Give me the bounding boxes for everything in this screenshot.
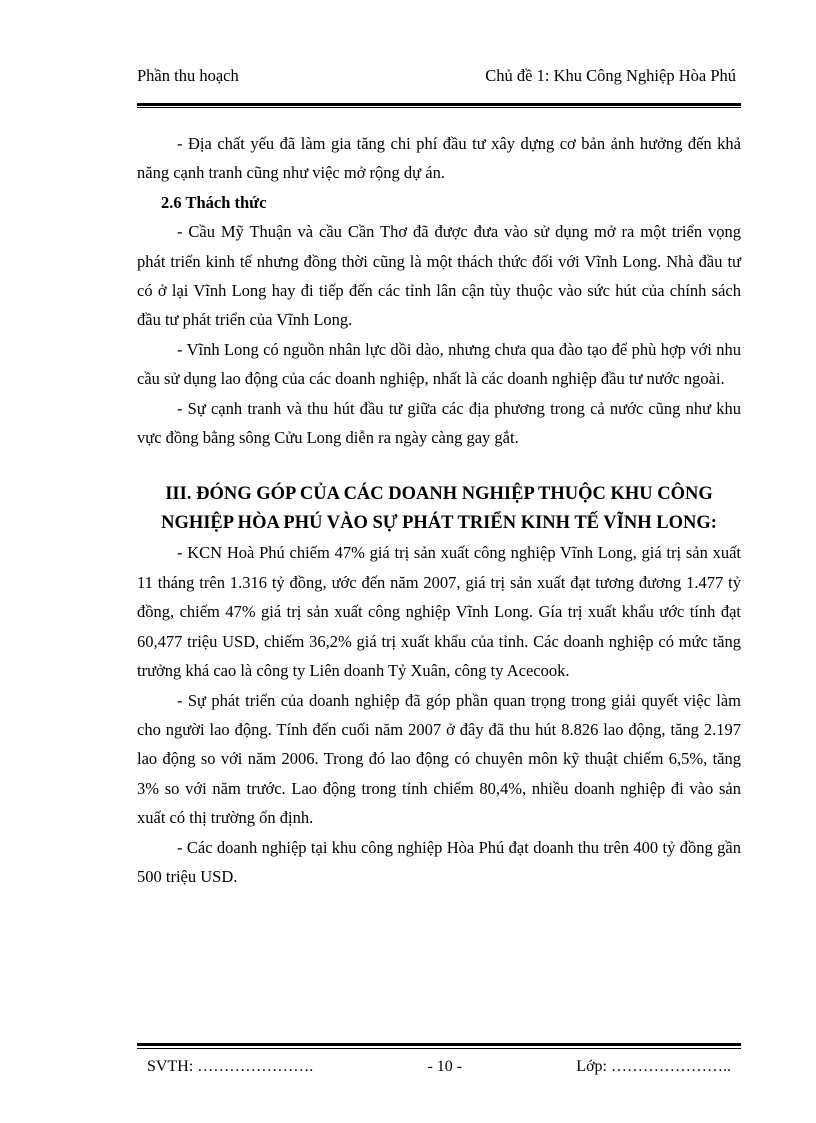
- paragraph: - Sự cạnh tranh và thu hút đầu tư giữa các địa phương trong cả nước cũng như khu vực đồng bằng sông Cửu Long diễn ra ngày càng gay gắt.: [137, 398, 741, 448]
- subheading: 2.6 Thách thức: [161, 192, 267, 212]
- header-rule-thin: [137, 107, 741, 108]
- paragraph: - Địa chất yếu đã làm gia tăng chi phí đầu tư xây dựng cơ bản ảnh hưởng đến khả năng cạnh tranh cũng như việc mở rộng dự án.: [137, 134, 741, 183]
- footer-student: SVTH: ………………….: [147, 1058, 314, 1075]
- page-header: [137, 66, 736, 86]
- footer-rule: [137, 1043, 741, 1046]
- paragraph: - Sự phát triển của doanh nghiệp đã góp phần quan trọng trong giải quyết việc làm cho người lao động. Tính đến cuối năm 2007 ở đây đã thu hút 8.826 lao động, tăng 2.197 lao động so với năm 2006. Trong đó lao động có chuyên môn kỹ thuật chiếm 6,5%, tăng 3% so với năm trước. Lao động trong tỉnh chiếm 80,4%, nhiều doanh nghiệp đi vào sản xuất có thị trường ổn định.: [137, 690, 741, 828]
- header-left: Phần thu hoạch: [137, 66, 239, 85]
- page-footer: [147, 1058, 731, 1076]
- header-right: Chủ đề 1: Khu Công Nghiệp Hòa Phú: [485, 66, 736, 85]
- footer-rule-thin: [137, 1048, 741, 1049]
- header-rule: [137, 103, 741, 106]
- paragraph: - Cầu Mỹ Thuận và cầu Cần Thơ đã được đưa vào sử dụng mở ra một triển vọng phát triển kinh tế nhưng đồng thời cũng là một thách thức đối với Vĩnh Long. Nhà đầu tư có ở lại Vĩnh Long hay đi tiếp đến các tỉnh lân cận tùy thuộc vào sức hút của chính sách đầu tư phát triển của Vĩnh Long.: [137, 222, 741, 330]
- section-title: III. ĐÓNG GÓP CỦA CÁC DOANH NGHIỆP THUỘC KHU CÔNG NGHIỆP HÒA PHÚ VÀO SỰ PHÁT TRIỂN KINH TẾ VĨNH LONG:: [161, 484, 717, 534]
- footer-class: Lớp: …………………..: [576, 1058, 731, 1075]
- page-number: - 10 -: [427, 1058, 463, 1075]
- paragraph: - KCN Hoà Phú chiếm 47% giá trị sản xuất công nghiệp Vĩnh Long, giá trị sản xuất 11 tháng trên 1.316 tỷ đồng, ước đến năm 2007, giá trị sản xuất đạt tương đương 1.477 tỷ đồng, chiếm 47% giá trị sản xuất công nghiệp Vĩnh Long. Gía trị xuất khẩu ước tính đạt 60,477 triệu USD, chiếm 36,2% giá trị xuất khẩu của tỉnh. Các doanh nghiệp có mức tăng trưởng khá cao là công ty Liên doanh Tỷ Xuân, công ty Acecook.: [137, 543, 741, 681]
- paragraph: - Các doanh nghiệp tại khu công nghiệp Hòa Phú đạt doanh thu trên 400 tỷ đồng gần 500 triệu USD.: [137, 837, 741, 886]
- page-body: [137, 129, 741, 891]
- paragraph: - Vĩnh Long có nguồn nhân lực dồi dào, nhưng chưa qua đào tạo để phù hợp với nhu cầu sử dụng lao động của các doanh nghiệp, nhất là các doanh nghiệp đầu tư nước ngoài.: [137, 339, 741, 389]
